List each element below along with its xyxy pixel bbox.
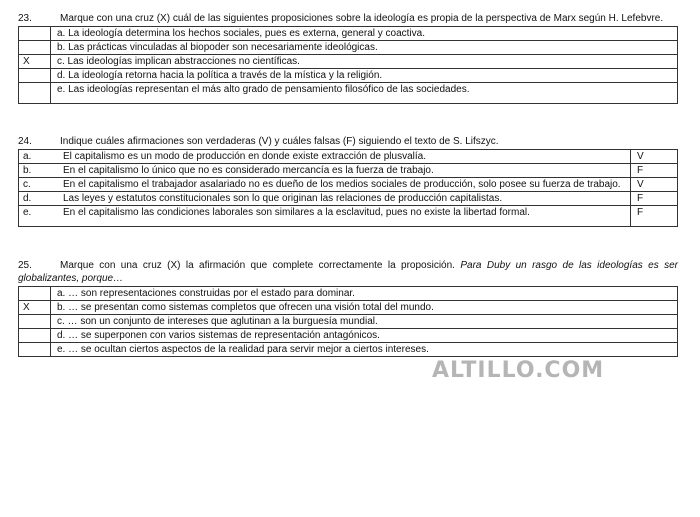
option-text: c. … son un conjunto de intereses que aglutinan a la burguesía mundial. — [51, 315, 678, 329]
question-quote: Para Duby un rasgo de las ideologías es ser globalizantes, porque… — [18, 260, 678, 284]
question-number: 25. — [18, 260, 32, 271]
table-row — [19, 178, 678, 192]
option-text: e. Las ideologías representan el más alto grado de pensamiento filosófico de las sociedades. — [51, 83, 678, 104]
option-text: d. La ideología retorna hacia la política a través de la mística y la religión. — [51, 69, 678, 83]
question-23-prompt — [18, 12, 678, 25]
option-text: d. … se superponen con varios sistemas de representación antagónicos. — [51, 329, 678, 343]
question-23-table — [18, 26, 678, 104]
question-number: 24. — [18, 136, 32, 147]
option-text: a. La ideología determina los hechos sociales, pues es externa, general y coactiva. — [51, 27, 678, 41]
table-row — [19, 206, 678, 227]
answer-mark-cell[interactable] — [19, 343, 51, 357]
answer-mark-cell[interactable] — [19, 315, 51, 329]
answer-mark-cell[interactable] — [19, 329, 51, 343]
question-25-table — [18, 286, 678, 357]
statement-cell — [19, 164, 631, 178]
question-text: Marque con una cruz (X) cuál de las siguientes proposiciones sobre la ideología es propia de la perspectiva de Marx según H. Lefebvre. — [60, 13, 664, 24]
true-false-cell[interactable]: V — [631, 178, 678, 192]
table-row — [19, 83, 678, 104]
table-row — [19, 69, 678, 83]
answer-mark-cell[interactable] — [19, 41, 51, 55]
table-row — [19, 192, 678, 206]
question-text: Indique cuáles afirmaciones son verdaderas (V) y cuáles falsas (F) siguiendo el texto de S. Lifszyc. — [60, 136, 499, 147]
table-row — [19, 164, 678, 178]
statement-text: Las leyes y estatutos constitucionales son lo que originan las relaciones de producción capitalistas. — [63, 193, 503, 204]
statement-cell — [19, 192, 631, 206]
answer-mark-cell[interactable] — [19, 27, 51, 41]
answer-mark-cell[interactable]: X — [19, 55, 51, 69]
option-text: b. … se presentan como sistemas completos que ofrecen una visión total del mundo. — [51, 301, 678, 315]
option-text: b. Las prácticas vinculadas al biopoder son necesariamente ideológicas. — [51, 41, 678, 55]
table-row — [19, 55, 678, 69]
option-text: e. … se ocultan ciertos aspectos de la realidad para servir mejor a ciertos intereses. — [51, 343, 678, 357]
statement-text: En el capitalismo el trabajador asalariado no es dueño de los medios sociales de producción, solo posee su fuerza de trabajo. — [63, 179, 621, 190]
true-false-cell[interactable]: F — [631, 206, 678, 227]
answer-mark-cell[interactable] — [19, 287, 51, 301]
table-row — [19, 287, 678, 301]
statement-letter: d. — [23, 193, 32, 204]
question-24 — [18, 135, 678, 227]
question-23 — [18, 12, 678, 104]
statement-cell — [19, 206, 631, 227]
statement-text: En el capitalismo las condiciones laborales son similares a la esclavitud, pues no existe la libertad formal. — [63, 207, 530, 218]
statement-text: En el capitalismo lo único que no es considerado mercancía es la fuerza de trabajo. — [63, 165, 434, 176]
statement-letter: c. — [23, 179, 31, 190]
question-25 — [18, 259, 678, 357]
question-24-table — [18, 149, 678, 227]
question-text: Marque con una cruz (X) la afirmación que complete correctamente la proposición. — [60, 260, 455, 271]
table-row — [19, 343, 678, 357]
statement-text: El capitalismo es un modo de producción en donde existe extracción de plusvalía. — [63, 151, 426, 162]
option-text: c. Las ideologías implican abstracciones no científicas. — [51, 55, 678, 69]
true-false-cell[interactable]: F — [631, 192, 678, 206]
table-row — [19, 150, 678, 164]
true-false-cell[interactable]: F — [631, 164, 678, 178]
table-row — [19, 329, 678, 343]
table-row — [19, 27, 678, 41]
answer-mark-cell[interactable]: X — [19, 301, 51, 315]
question-25-prompt — [18, 259, 678, 285]
true-false-cell[interactable]: V — [631, 150, 678, 164]
question-number: 23. — [18, 13, 32, 24]
statement-cell — [19, 150, 631, 164]
table-row — [19, 41, 678, 55]
answer-mark-cell[interactable] — [19, 69, 51, 83]
answer-mark-cell[interactable] — [19, 83, 51, 104]
option-text: a. … son representaciones construidas por el estado para dominar. — [51, 287, 678, 301]
question-24-prompt — [18, 135, 678, 148]
statement-letter: a. — [23, 151, 32, 162]
statement-cell — [19, 178, 631, 192]
altillo-watermark: ALTILLO.COM — [432, 358, 605, 383]
statement-letter: b. — [23, 165, 32, 176]
table-row — [19, 315, 678, 329]
table-row — [19, 301, 678, 315]
statement-letter: e. — [23, 207, 32, 218]
